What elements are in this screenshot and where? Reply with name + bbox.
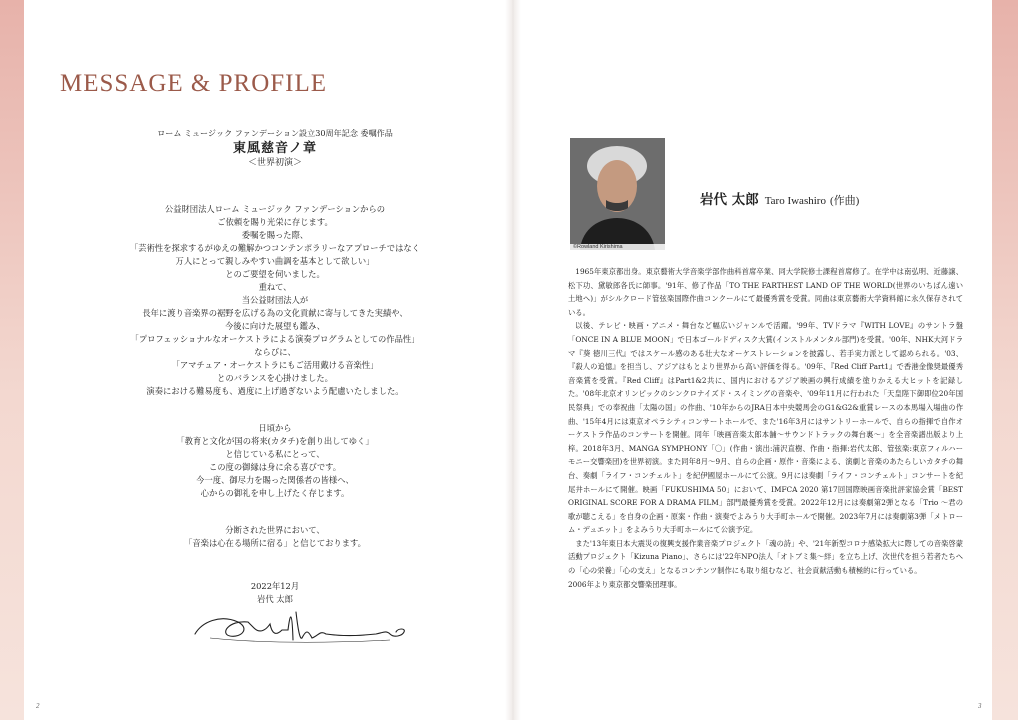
message-line: この度の御縁は身に余る喜びです。	[208, 462, 342, 472]
message-line: 日頃から	[258, 423, 292, 433]
message-line: とのご要望を伺いました。	[225, 269, 325, 279]
message-line: 分断された世界において、	[225, 525, 325, 535]
bio-paragraph-3: また'13年東日本大震災の復興支援作業音楽プロジェクト「魂の詩」や、'21年新型コロナ感染拡大に際しての音楽啓蒙活動プロジェクト「Kizuna Piano」、さらには'22年NPO法人「オトブミ集～絆」を立ち上げ、次世代を担う若者たちへの「心の栄養」「心の支え」となるコンテンツ制作にも取り組むなど、社会貢献活動も積極的に行っている。	[568, 538, 963, 576]
bio-paragraph-2: 以後、テレビ・映画・アニメ・舞台など幅広いジャンルで活躍。'99年、TVドラマ『WITH LOVE』のサントラ盤「ONCE IN A BLUE MOON」で日本ゴールドディスク大賞(インストルメンタル部門)を受賞。'00年、NHK大河ドラマ『葵 徳川三代』ではスケール感のある壮大なオーケストレーションを披露し、若手実力派として認められる。'03、『殺人の追憶』を担当し、アジアはもとより世界から高い評価を得る。'09年、『Red Cliff Part1』で香港金像奨最優秀音楽賞を受賞。『Red Cliff』はPart1&2共に、国内におけるアジア映画の興行成績を塗りかえる大ヒットを記録した。'08年北京オリンピックのシンクロナイズド・スイミングの音楽や、'09年11月に行われた「天皇陛下御即位20年国民祭典」での奉祝曲「太陽の国」の作曲、'10年からのJRA日本中央競馬会のG1&G2&重賞レースの本馬場入場曲の作曲、'15年4月には東京オペラシティコンサートホールで、また'16年3月にはサントリーホールで、自らの指揮で自作オーケストラ作品のコンサートを開催。同年「映画音楽太郎本舗～サウンドトラックの舞台裏～」を全音楽譜出版より上梓。2018年3月、MANGA SYMPHONY「〇」(作曲・演出:浦沢直樹、作曲・指揮:岩代太郎、管弦楽:東京フィルハーモニー交響楽団)を世界初演。また同年8月～9月、自らの企画・原作・音楽による、演劇と音楽のあたらしいカタチの舞台、奏劇「ライフ・コンチェルト」を紀伊國屋ホールにて公演。9月には奏劇「ライフ・コンチェルト」コンサートを紀尾井ホールにて開催。映画「FUKUSHIMA 50」において、IMFCA 2020 第17回国際映画音楽批評家協会賞「BEST ORIGINAL SCORE FOR A DRAMA FILM」部門最優秀賞を受賞。2022年12月には奏劇第2弾となる「Trio ～君の歌が聴こえる」を自身の企画・原案・作曲・演奏でよみうり大手町ホールで開催。2023年7月には奏劇第3弾「メトローム・デュエット」をよみうり大手町ホールにて公演予定。	[568, 321, 963, 535]
message-line: 今一度、御尽力を賜った関係者の皆様へ、	[196, 475, 354, 485]
message-line: 「アマチュア・オーケストラにもご活用戴ける音楽性」	[171, 360, 379, 370]
book-spine	[505, 0, 521, 720]
handwritten-signature	[190, 600, 420, 650]
message-line: ならびに、	[254, 347, 296, 357]
message-line: 「音楽は心在る場所に宿る」と信じております。	[184, 538, 366, 548]
photo-credit: ©Rowland Kirishima	[570, 244, 665, 250]
message-line: 演奏における難易度も、過度に上げ過ぎないよう配慮いたしました。	[146, 386, 404, 396]
work-title: 東風慈音ノ章	[232, 141, 317, 156]
message-paragraph-3	[110, 524, 440, 550]
message-line: ご依頼を賜り光栄に存じます。	[217, 217, 333, 227]
message-line: 「プロフェッショナルなオーケストラによる演奏プログラムとしての作品性」	[130, 334, 420, 344]
message-line: 委嘱を賜った際、	[241, 230, 309, 240]
message-line: 公益財団法人ローム ミュージック ファンデーションからの	[164, 204, 386, 214]
message-line: 長年に渡り音楽界の裾野を広げる為の文化貢献に寄与してきた実績や、	[142, 308, 408, 318]
message-paragraph-1	[110, 203, 440, 398]
composer-name	[700, 188, 859, 208]
message-column	[110, 127, 440, 606]
composer-name-en: Taro Iwashiro	[764, 195, 826, 207]
message-signer: 岩代 太郎	[257, 594, 293, 604]
message-line: と信じている私にとって、	[225, 449, 325, 459]
message-line: 当公益財団法人が	[241, 295, 309, 305]
left-edge-decoration	[0, 0, 24, 720]
page-number-left: 2	[36, 702, 40, 710]
bio-paragraph-4: 2006年より東京都交響楽団理事。	[568, 579, 682, 589]
bio-paragraph-1: 1965年東京都出身。東京藝術大学音楽学部作曲科首席卒業、同大学院修士課程首席修了。在学中は南弘明、近藤譲、松下功、黛敏郎各氏に師事。'91年、修了作品「TO THE FARTHEST LAND OF THE WORLD(世界のいちばん遠い土地へ)」がシルクロード管弦楽国際作曲コンクールにて最優秀賞を受賞。同曲は東京藝術大学資料館に永久保存されている。	[568, 267, 963, 317]
composer-role: (作曲)	[829, 195, 860, 207]
portrait-illustration	[570, 138, 665, 250]
right-edge-decoration	[992, 0, 1018, 720]
message-line: とのバランスを心掛けました。	[217, 373, 333, 383]
message-line: 万人にとって親しみやすい曲調を基本として欲しい」	[175, 256, 375, 266]
message-date: 2022年12月	[250, 581, 300, 591]
message-line: 重ねて、	[258, 282, 292, 292]
composer-name-jp: 岩代 太郎	[700, 192, 759, 208]
message-line: 心からの御礼を申し上げたく存じます。	[200, 488, 350, 498]
message-line: 今後に向けた展望も鑑み、	[224, 321, 326, 331]
message-line: 「教育と文化が国の将来(カタチ)を創り出してゆく」	[176, 436, 374, 446]
message-paragraph-2	[110, 422, 440, 500]
composer-portrait	[570, 138, 665, 250]
premiere-label: ＜世界初演＞	[247, 158, 302, 168]
commission-subtitle: ローム ミュージック ファンデーション設立30周年記念 委嘱作品	[157, 128, 393, 138]
page-number-right: 3	[978, 702, 982, 710]
message-line: 「芸術性を探求するがゆえの難解かつコンテンポラリーなアプローチではなく	[130, 243, 420, 253]
page-title: MESSAGE & PROFILE	[60, 70, 328, 97]
biography	[568, 265, 963, 591]
